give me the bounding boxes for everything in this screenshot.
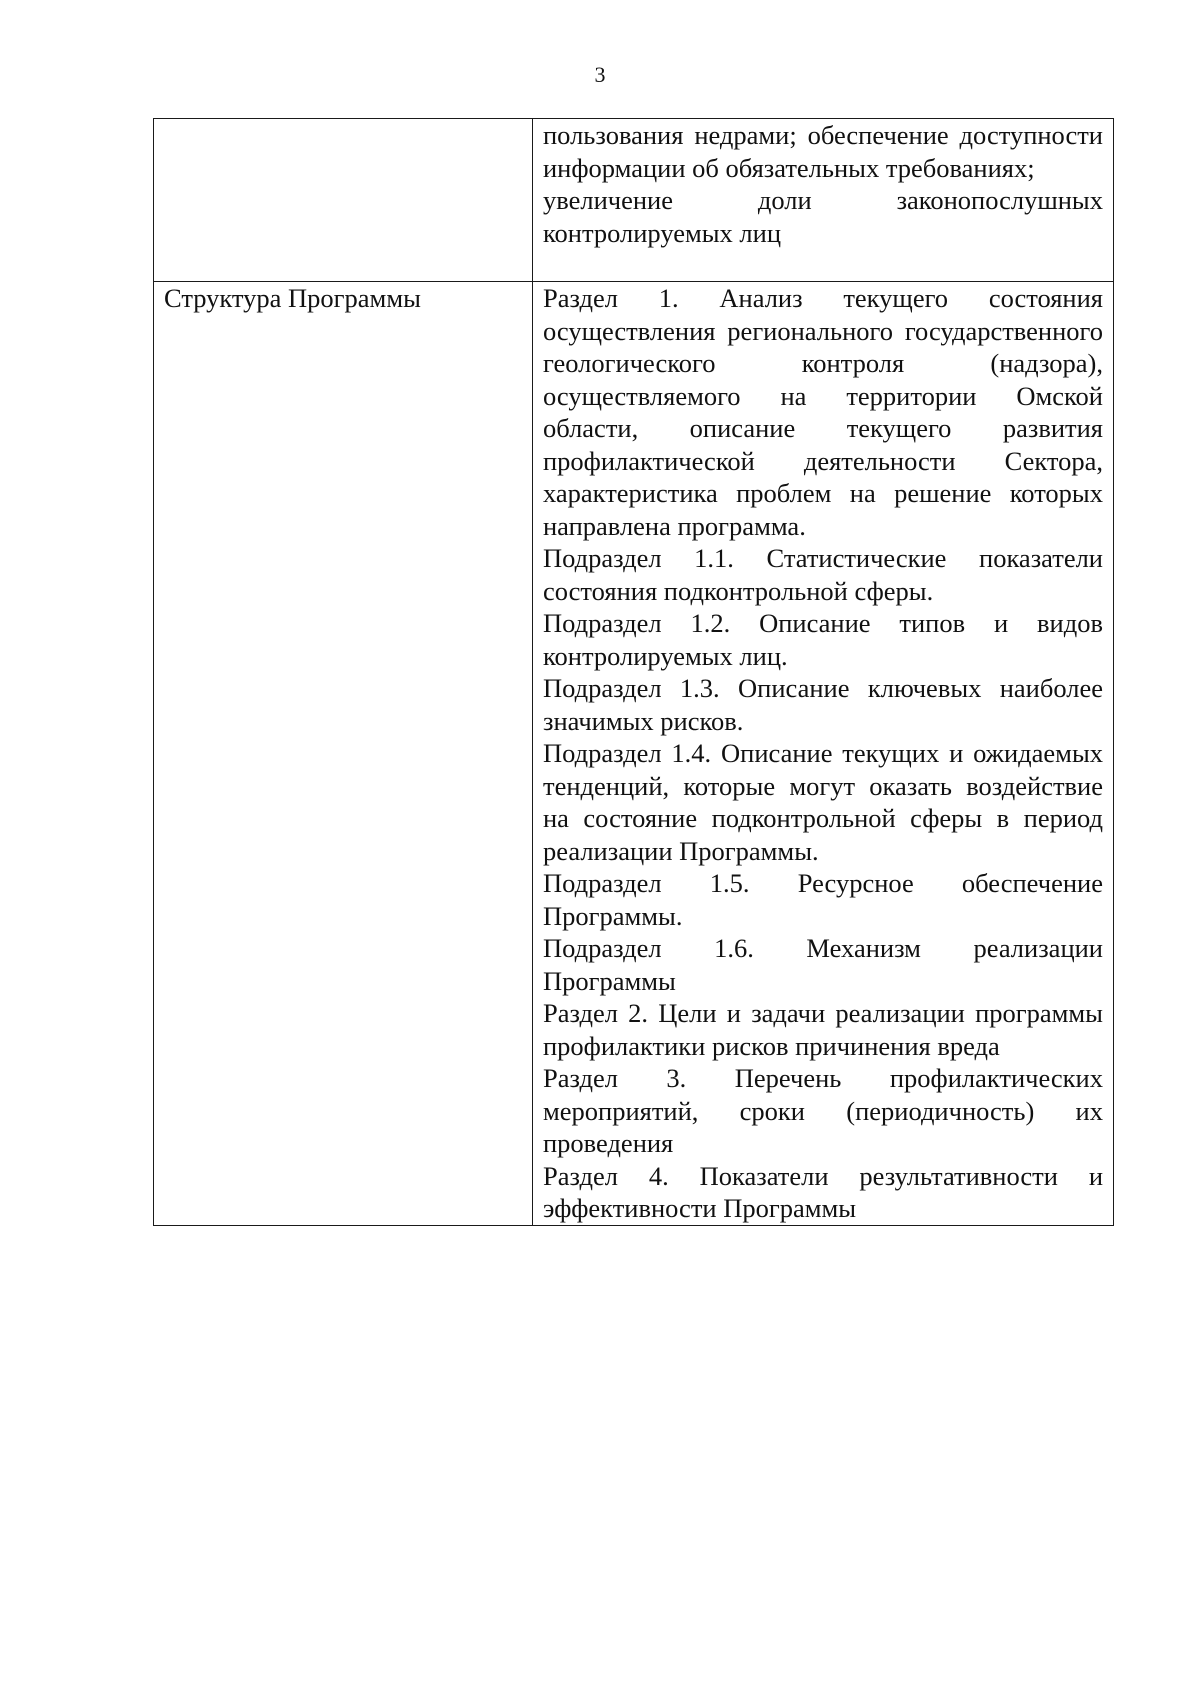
paragraph: Подраздел 1.2. Описание типов и видов контролируемых лиц.: [543, 608, 1103, 671]
paragraph: Подраздел 1.6. Механизм реализации Программы: [543, 933, 1103, 996]
paragraph: Раздел 1. Анализ текущего состояния осуществления регионального государственного геологического контроля (надзора), осуществляемого на территории Омской области, описание текущего развития профилактической деятельности Сектора, характеристика проблем на решение которых направлена программа.: [543, 283, 1103, 541]
table-row: [154, 119, 1114, 282]
paragraph: Подраздел 1.1. Статистические показатели состояния подконтрольной сферы.: [543, 543, 1103, 606]
paragraph: Раздел 4. Показатели результативности и эффективности Программы: [543, 1160, 1103, 1223]
paragraph: пользования недрами; обеспечение доступности информации об обязательных требованиях;: [543, 120, 1103, 183]
page-number: 3: [594, 62, 606, 87]
program-passport-table: [153, 118, 1114, 1226]
row-label: Структура Программы: [164, 283, 421, 313]
paragraph: Подраздел 1.3. Описание ключевых наиболее значимых рисков.: [543, 673, 1103, 736]
paragraph: Раздел 3. Перечень профилактических мероприятий, сроки (периодичность) их проведения: [543, 1063, 1103, 1158]
table-row: [154, 282, 1114, 1226]
paragraph: Подраздел 1.4. Описание текущих и ожидаемых тенденций, которые могут оказать воздействие на состояние подконтрольной сферы в период реализации Программы.: [543, 738, 1103, 866]
paragraph: увеличение доли законопослушных контролируемых лиц: [543, 185, 1103, 248]
paragraph: Подраздел 1.5. Ресурсное обеспечение Программы.: [543, 868, 1103, 931]
row-content-cell: [533, 119, 1114, 282]
paragraph: Раздел 2. Цели и задачи реализации программы профилактики рисков причинения вреда: [543, 998, 1103, 1061]
row-label-cell: [154, 119, 533, 282]
row-label-cell: [154, 282, 533, 1226]
row-content-cell: [533, 282, 1114, 1226]
